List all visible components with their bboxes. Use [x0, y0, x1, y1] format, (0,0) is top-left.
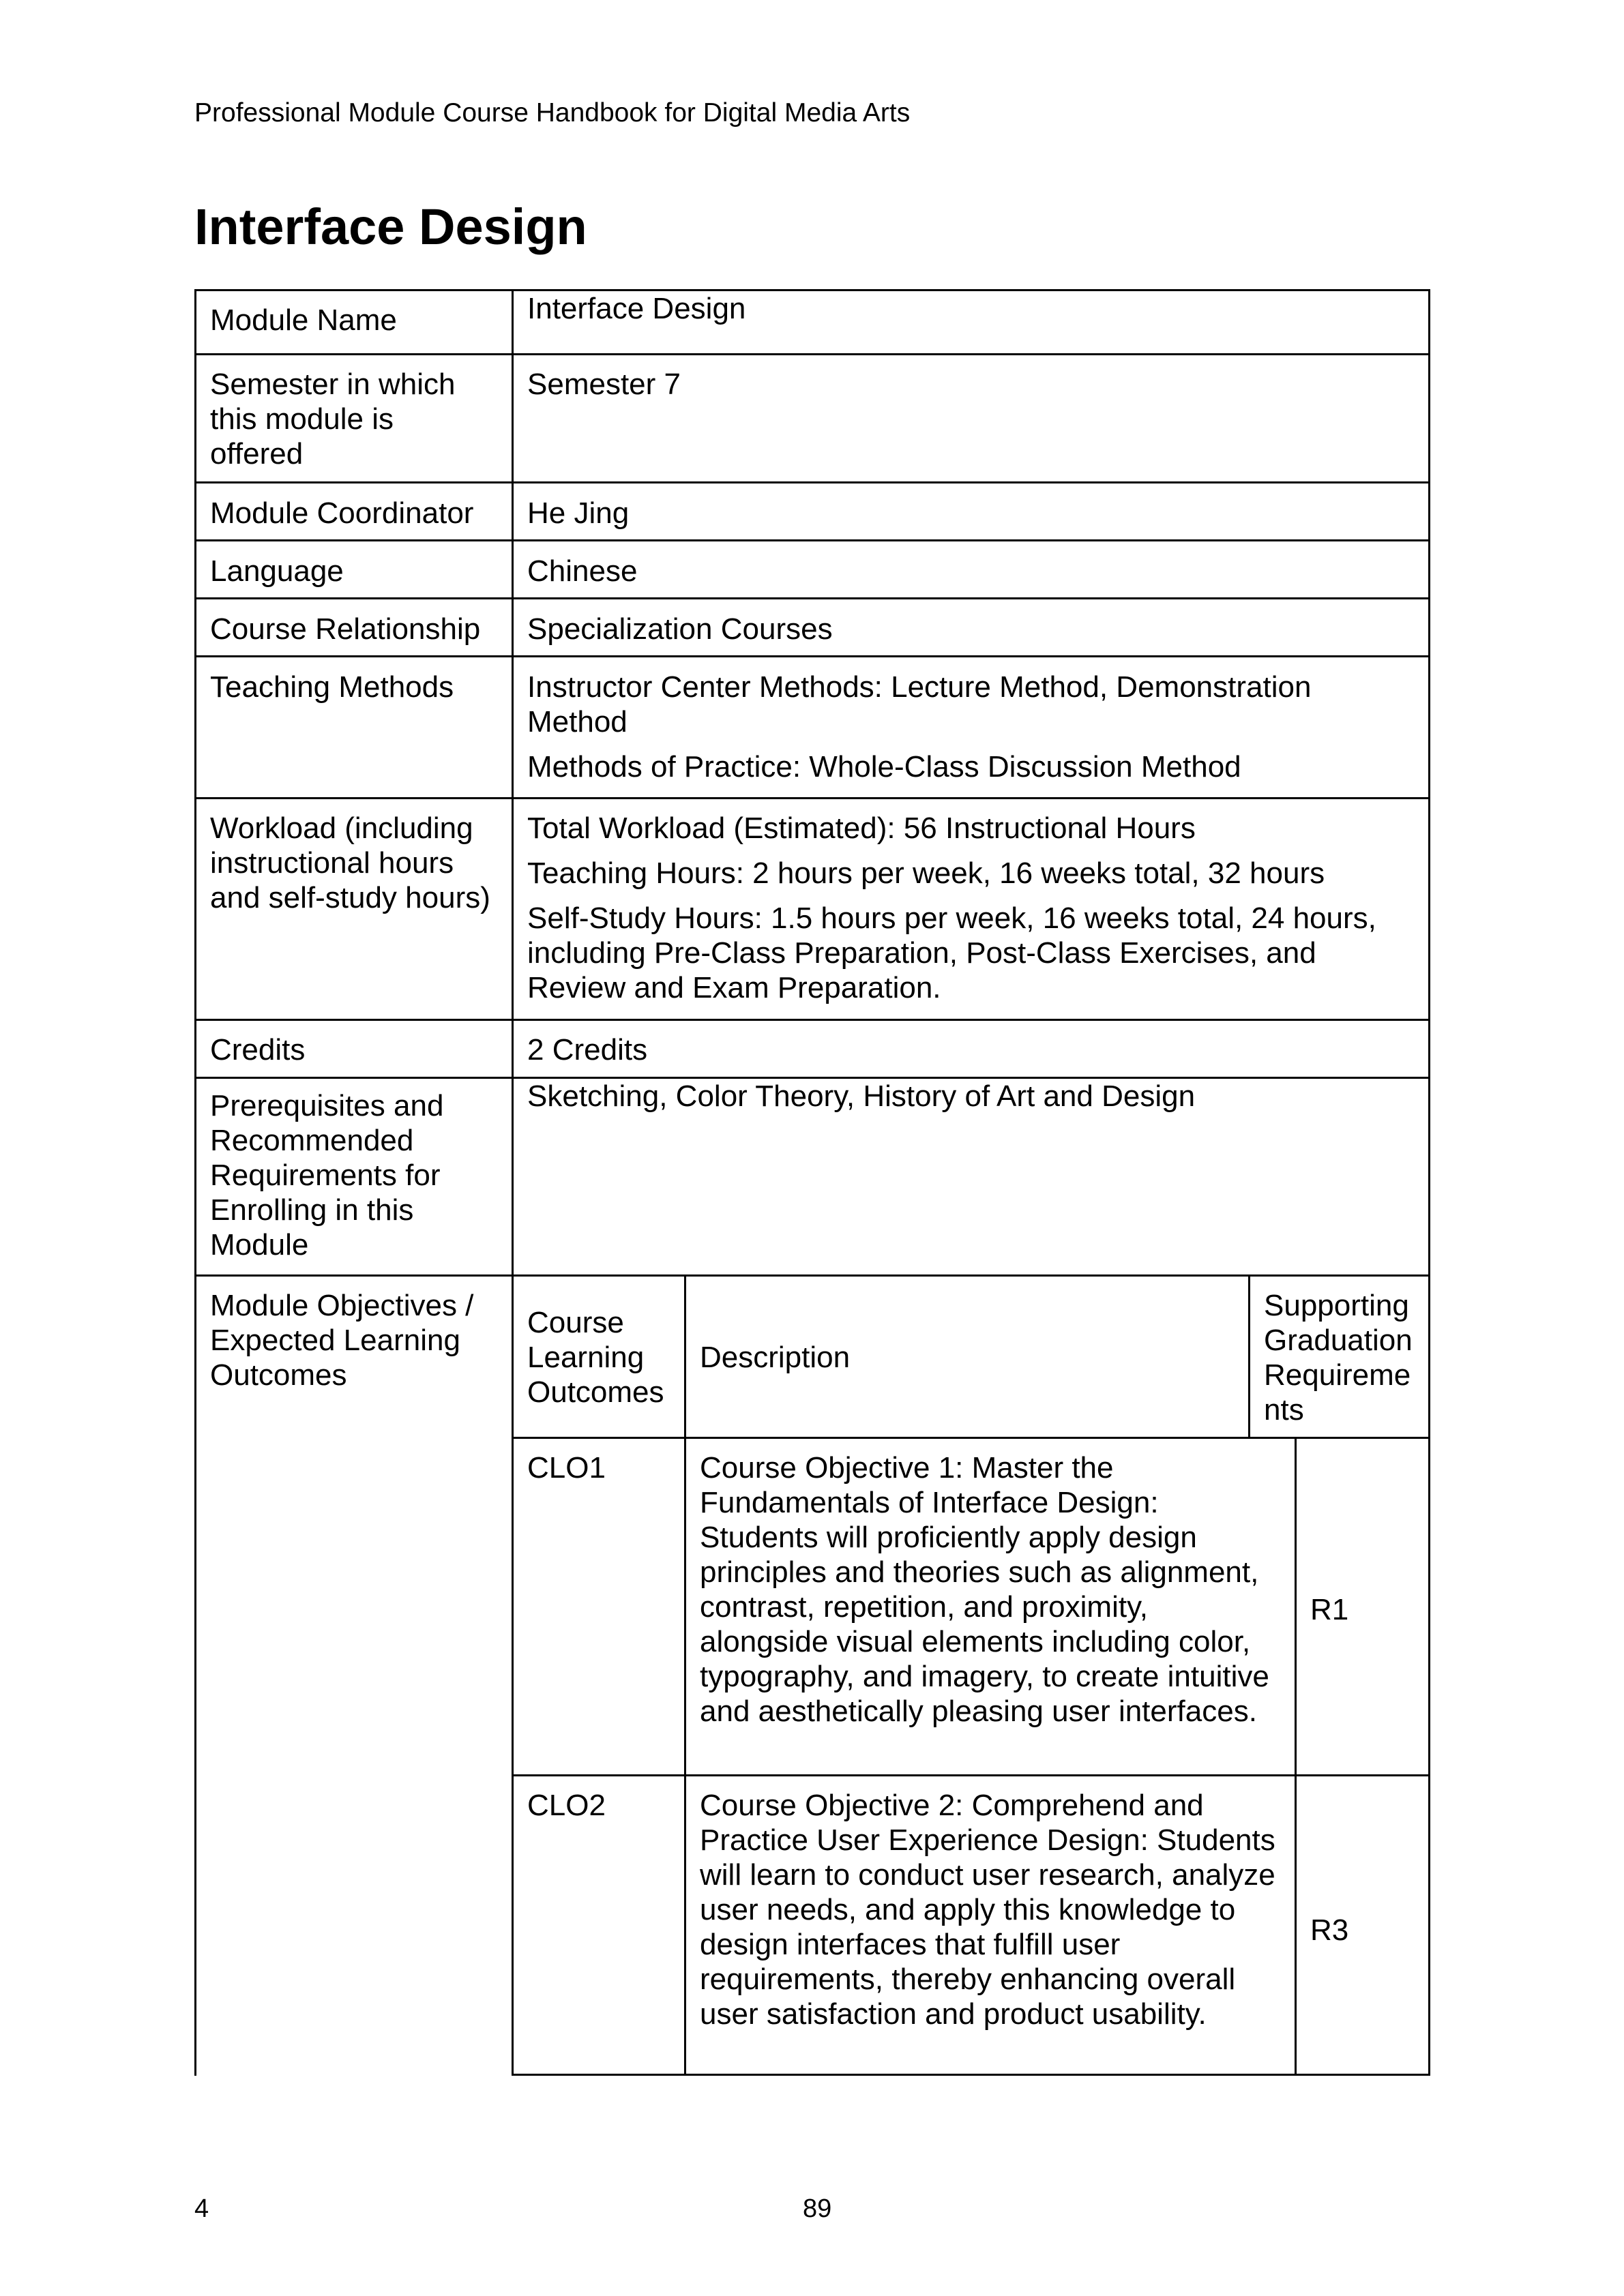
- row-divider: [194, 797, 1430, 799]
- column-divider: [512, 289, 514, 2076]
- row-divider: [194, 597, 1430, 599]
- module-name-label: Module Name: [210, 303, 397, 337]
- workload-line: Self-Study Hours: 1.5 hours per week, 16 weeks total, 24 hours, including Pre-Class Preparation, Post-Class Exercises, and Review and Exam Preparation.: [527, 901, 1376, 1004]
- workload-value: [527, 811, 1414, 1005]
- footer-left-number: 4: [194, 2194, 209, 2223]
- row-divider: [194, 539, 1430, 541]
- workload-line: Teaching Hours: 2 hours per week, 16 weeks total, 32 hours: [527, 856, 1325, 890]
- prerequisites-label: Prerequisites and Recommended Requirements for Enrolling in this Module: [210, 1089, 444, 1262]
- clo-description: Course Objective 2: Comprehend and Practice User Experience Design: Students will learn to conduct user research, analyze user needs, and apply this knowledge to design interfaces that fulfill user requirements, thereby enhancing overall user satisfaction and product usability.: [700, 1789, 1275, 2031]
- prerequisites-value: Sketching, Color Theory, History of Art and Design: [527, 1079, 1196, 1113]
- module-name-value: Interface Design: [527, 292, 746, 325]
- clo-header: Course Learning Outcomes: [527, 1306, 664, 1409]
- clo-column-divider: [684, 1274, 686, 2076]
- row-divider: [194, 655, 1430, 657]
- credits-value: 2 Credits: [527, 1033, 648, 1067]
- language-value: Chinese: [527, 554, 638, 588]
- teaching-methods-line: Methods of Practice: Whole-Class Discussion Method: [527, 750, 1241, 784]
- clo-code: CLO1: [527, 1451, 606, 1485]
- coordinator-label: Module Coordinator: [210, 496, 474, 530]
- page-title: Interface Design: [194, 198, 587, 255]
- workload-label: Workload (including instructional hours and self-study hours): [210, 811, 490, 914]
- clo-requirement: R3: [1310, 1913, 1349, 1947]
- table-border-right: [1428, 289, 1430, 2076]
- objectives-label: Module Objectives / Expected Learning Outcomes: [210, 1289, 474, 1392]
- row-divider: [194, 353, 1430, 355]
- teaching-methods-line: Instructor Center Methods: Lecture Method, Demonstration Method: [527, 670, 1312, 739]
- semester-value: Semester 7: [527, 368, 681, 401]
- row-divider: [194, 1274, 1430, 1277]
- supporting-requirements-header: Supporting Graduation Requireme nts: [1264, 1289, 1413, 1427]
- teaching-methods-label: Teaching Methods: [210, 670, 454, 704]
- coordinator-value: He Jing: [527, 496, 630, 530]
- row-divider: [194, 1019, 1430, 1021]
- clo-description: Course Objective 1: Master the Fundamentals of Interface Design: Students will proficiently apply design principles and theories such as alignment, contrast, repetition, and proximity, alongside visual elements including color, typography, and imagery, to create intuitive and aesthetically pleasing user interfaces.: [700, 1451, 1269, 1728]
- credits-label: Credits: [210, 1033, 306, 1067]
- module-table: [194, 289, 1430, 2076]
- clo-code: CLO2: [527, 1789, 606, 1822]
- relationship-label: Course Relationship: [210, 612, 481, 646]
- page-number: 89: [803, 2194, 832, 2223]
- clo-body-divider-vertical: [1295, 1437, 1297, 2076]
- clo-table-bottom: [512, 2074, 1430, 2076]
- teaching-methods-value: [527, 670, 1380, 784]
- running-header: Professional Module Course Handbook for Digital Media Arts: [194, 98, 911, 128]
- description-header: Description: [700, 1341, 851, 1374]
- clo-requirement: R1: [1310, 1593, 1349, 1626]
- relationship-value: Specialization Courses: [527, 612, 833, 646]
- workload-line: Total Workload (Estimated): 56 Instructional Hours: [527, 811, 1196, 845]
- semester-label: Semester in which this module is offered: [210, 368, 456, 471]
- table-border-left: [194, 289, 196, 2076]
- clo-row-divider: [512, 1774, 1430, 1776]
- row-divider: [194, 481, 1430, 483]
- clo-header-divider-vertical: [1248, 1274, 1250, 1437]
- language-label: Language: [210, 554, 344, 588]
- clo-header-divider: [512, 1437, 1430, 1439]
